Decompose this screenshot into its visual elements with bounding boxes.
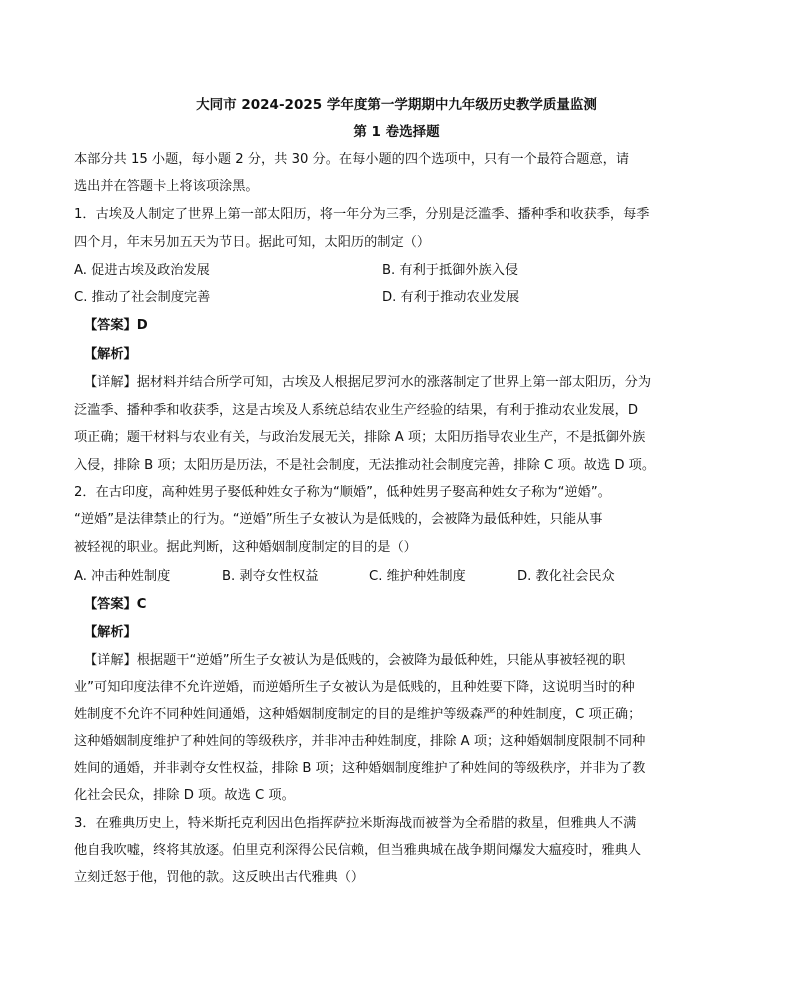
question-2-detail: 姓制度不允许不同种姓间通婚，这种婚姻制度制定的目的是维护等级森严的种姓制度，C 项正确； [74, 707, 642, 722]
question-2-stem: 被轻视的职业。据此判断，这种婚姻制度制定的目的是（） [74, 540, 417, 555]
question-2-detail: 【详解】根据题干“逆婚”所生子女被认为是低贱的，会被降为最低种姓，只能从事被轻视的职 [84, 653, 626, 668]
question-2-answer: 【答案】C [84, 597, 147, 612]
question-2-option-b: B. 剥夺女性权益 [222, 569, 319, 584]
section-title: 第 1 卷选择题 [353, 124, 440, 140]
question-1-detail: 入侵，排除 B 项；太阳历是历法，不是社会制度，无法推动社会制度完善，排除 C 项。故选 D 项。 [74, 458, 656, 473]
question-1-stem: 1．古埃及人制定了世界上第一部太阳历，将一年分为三季，分别是泛滥季、播种季和收获季，每季 [74, 207, 650, 222]
question-1-detail: 泛滥季、播种季和收获季，这是古埃及人系统总结农业生产经验的结果，有利于推动农业发展，D [74, 403, 639, 418]
question-2-option-c: C. 维护种姓制度 [369, 569, 466, 584]
exam-title: 大同市 2024-2025 学年度第一学期期中九年级历史教学质量监测 [196, 97, 597, 113]
question-2-detail: 业”可知印度法律不允许逆婚，而逆婚所生子女被认为是低贱的，且种姓要下降，这说明当时的种 [74, 680, 635, 695]
question-2-option-d: D. 教化社会民众 [517, 569, 615, 584]
question-2-stem: 2．在古印度，高种姓男子娶低种姓女子称为“顺婚”，低种姓男子娶高种姓女子称为“逆婚”。 [74, 485, 611, 500]
question-1-detail: 项正确；题干材料与农业有关，与政治发展无关，排除 A 项；太阳历指导农业生产，不是抵御外族 [74, 430, 646, 445]
question-1-option-b: B. 有利于抵御外族入侵 [382, 263, 519, 278]
question-2-detail: 姓间的通婚，并非剥夺女性权益，排除 B 项；这种婚姻制度维护了种姓间的等级秩序，并非为了教 [74, 761, 646, 776]
question-1-option-a: A. 促进古埃及政治发展 [74, 263, 210, 278]
question-2-stem: “逆婚”是法律禁止的行为。“逆婚”所生子女被认为是低贱的，会被降为最低种姓，只能从事 [74, 512, 603, 527]
question-1-detail: 【详解】据材料并结合所学可知，古埃及人根据尼罗河水的涨落制定了世界上第一部太阳历，分为 [84, 375, 652, 390]
question-1-option-d: D. 有利于推动农业发展 [382, 290, 520, 305]
question-2-detail: 这种婚姻制度维护了种姓间的等级秩序，并非冲击种姓制度，排除 A 项；这种婚姻制度限制不同种 [74, 734, 646, 749]
question-1-stem: 四个月，年末另加五天为节日。据此可知，太阳历的制定（） [74, 235, 431, 250]
question-1-analysis-label: 【解析】 [84, 347, 137, 362]
question-3-stem: 他自我吹嘘，终将其放逐。伯里克利深得公民信赖，但当雅典城在战争期间爆发大瘟疫时，雅典人 [74, 843, 642, 858]
question-3-stem: 3．在雅典历史上，特米斯托克利因出色指挥萨拉米斯海战而被誉为全希腊的救星，但雅典人不满 [74, 816, 637, 831]
intro-line: 选出并在答题卡上将该项涂黑。 [74, 179, 259, 194]
question-2-analysis-label: 【解析】 [84, 625, 137, 640]
question-2-option-a: A. 冲击种姓制度 [74, 569, 171, 584]
question-3-stem: 立刻迁怒于他，罚他的款。这反映出古代雅典（） [74, 870, 365, 885]
question-2-detail: 化社会民众，排除 D 项。故选 C 项。 [74, 788, 295, 803]
question-1-answer: 【答案】D [84, 318, 148, 333]
intro-line: 本部分共 15 小题，每小题 2 分，共 30 分。在每小题的四个选项中，只有一个最符合题意，请 [74, 152, 630, 167]
question-1-option-c: C. 推动了社会制度完善 [74, 290, 211, 305]
